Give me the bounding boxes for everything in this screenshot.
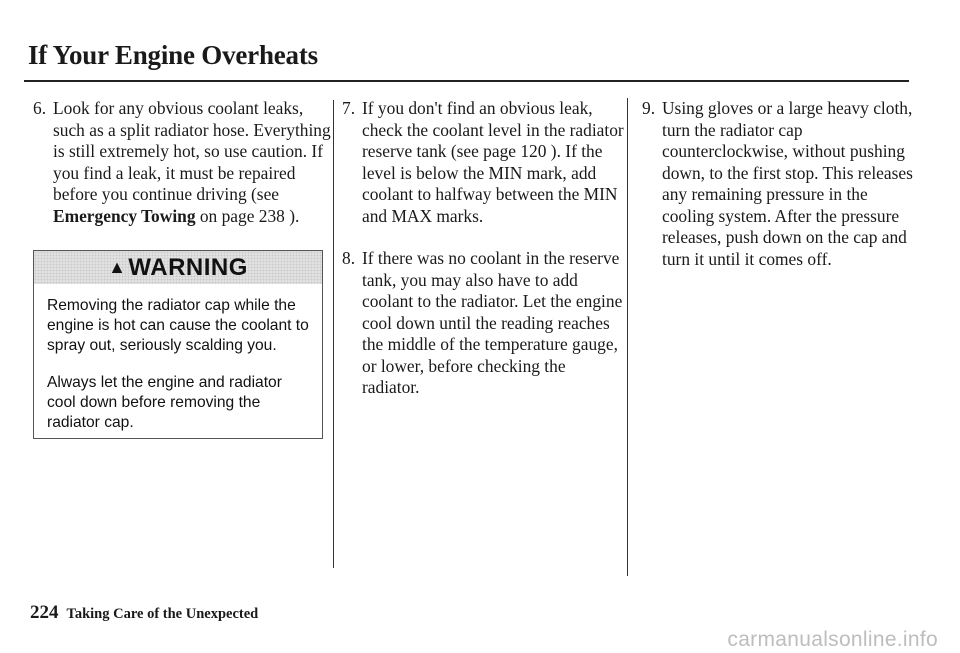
- warning-box: [33, 250, 323, 439]
- page-title: If Your Engine Overheats: [28, 40, 318, 70]
- column-divider-2: [627, 98, 628, 576]
- emergency-towing-ref: Emergency Towing: [53, 205, 196, 226]
- step-number: 9.: [642, 98, 656, 118]
- warning-paragraph: Always let the engine and radiator cool down before removing the radiator cap.: [47, 374, 282, 431]
- step-6: [33, 98, 333, 227]
- step-number: 8.: [342, 248, 356, 268]
- step-text: Look for any obvious coolant leaks, such as a split radiator hose. Everything is still extremely hot, so use caution. If you find a leak, it must be repaired before you continue driving (see Emergency Towing on page 238 ).: [53, 98, 331, 226]
- column-divider-1: [333, 100, 334, 568]
- page-footer: [30, 602, 258, 624]
- step-number: 6.: [33, 98, 47, 118]
- title-rule: [24, 80, 909, 82]
- section-name: Taking Care of the Unexpected: [66, 606, 259, 622]
- warning-paragraph: Removing the radiator cap while the engine is hot can cause the coolant to spray out, seriously scalding you.: [47, 297, 309, 354]
- warning-body: [34, 284, 322, 433]
- column-3: [642, 98, 914, 291]
- column-2: [342, 98, 627, 420]
- step-number: 7.: [342, 98, 356, 118]
- step-text: Using gloves or a large heavy cloth, turn the radiator cap counterclockwise, without pushing down, to the first stop. This releases any remaining pressure in the cooling system. After the pressure releases, push down on the cap and turn it until it comes off.: [662, 98, 913, 269]
- step-9: [642, 98, 914, 270]
- page-number: 224: [30, 602, 59, 623]
- step-text: If there was no coolant in the reserve tank, you may also have to add coolant to the radiator. Let the engine cool down until the reading reaches the middle of the temperature gauge, or lower, before checking the radiator.: [362, 248, 623, 397]
- step-8: [342, 248, 627, 399]
- warning-title: WARNING: [128, 253, 248, 281]
- step-7: [342, 98, 627, 227]
- warning-header: [34, 251, 322, 284]
- watermark: carmanualsonline.info: [727, 628, 938, 651]
- warning-triangle-icon: ▲: [108, 257, 127, 277]
- column-1: [33, 98, 333, 248]
- step-text: If you don't find an obvious leak, check the coolant level in the radiator reserve tank (see page 120 ). If the level is below the MIN mark, add coolant to halfway between the MIN and MAX marks.: [362, 98, 624, 226]
